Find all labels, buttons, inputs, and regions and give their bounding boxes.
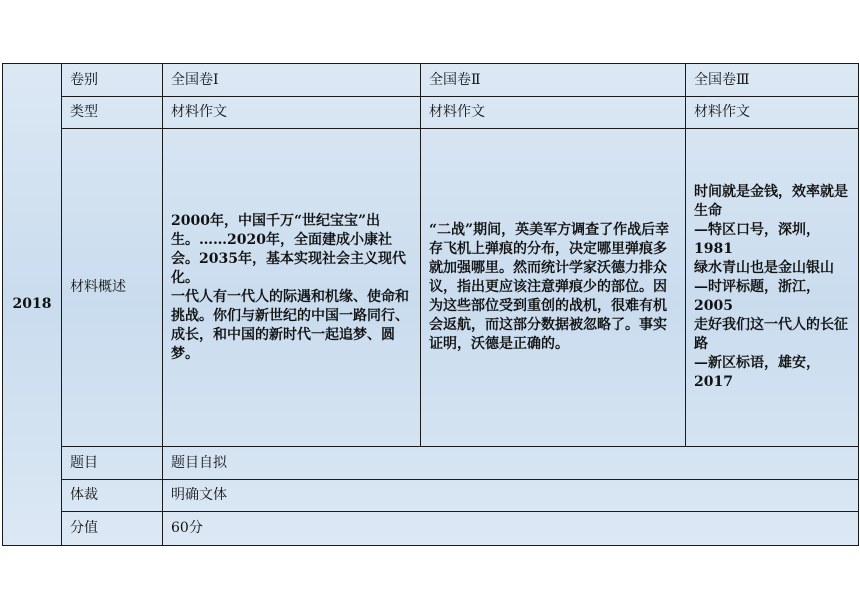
table-row — [3, 97, 859, 129]
row-label-paper: 卷别 — [62, 64, 163, 97]
paper-cell-1: 全国卷Ⅰ — [163, 64, 421, 97]
table-row — [3, 480, 859, 512]
year-cell: 2018 — [3, 64, 62, 546]
type-cell-2: 材料作文 — [421, 97, 686, 129]
row-label-score: 分值 — [62, 512, 163, 546]
paper-cell-3: 全国卷Ⅲ — [686, 64, 859, 97]
summary-cell-1: 2000年，中国千万“世纪宝宝”出生。……2020年，全面建成小康社会。2035年，基本实现社会主义现代化。 一代人有一代人的际遇和机缘、使命和挑战。你们与新世纪的中国一路同行、成长，和中国的新时代一起追梦、圆梦。 — [163, 129, 421, 447]
row-label-topic: 题目 — [62, 447, 163, 480]
topic-value: 题目自拟 — [163, 447, 859, 480]
exam-table — [2, 63, 859, 546]
summary-cell-2: “二战”期间，英美军方调查了作战后幸存飞机上弹痕的分布，决定哪里弹痕多就加强哪里。然而统计学家沃德力排众议，指出更应该注意弹痕少的部位。因为这些部位受到重创的战机，很难有机会返航，而这部分数据被忽略了。事实证明，沃德是正确的。 — [421, 129, 686, 447]
type-cell-3: 材料作文 — [686, 97, 859, 129]
table-row — [3, 512, 859, 546]
table-row — [3, 64, 859, 97]
row-label-type: 类型 — [62, 97, 163, 129]
score-value: 60分 — [163, 512, 859, 546]
table-row — [3, 447, 859, 480]
genre-value: 明确文体 — [163, 480, 859, 512]
row-label-summary: 材料概述 — [62, 129, 163, 447]
type-cell-1: 材料作文 — [163, 97, 421, 129]
paper-cell-2: 全国卷Ⅱ — [421, 64, 686, 97]
summary-cell-3: 时间就是金钱，效率就是生命 —特区口号，深圳，1981 绿水青山也是金山银山 —时评标题，浙江，2005 走好我们这一代人的长征路 —新区标语，雄安，2017 — [686, 129, 859, 447]
table-row — [3, 129, 859, 447]
row-label-genre: 体裁 — [62, 480, 163, 512]
